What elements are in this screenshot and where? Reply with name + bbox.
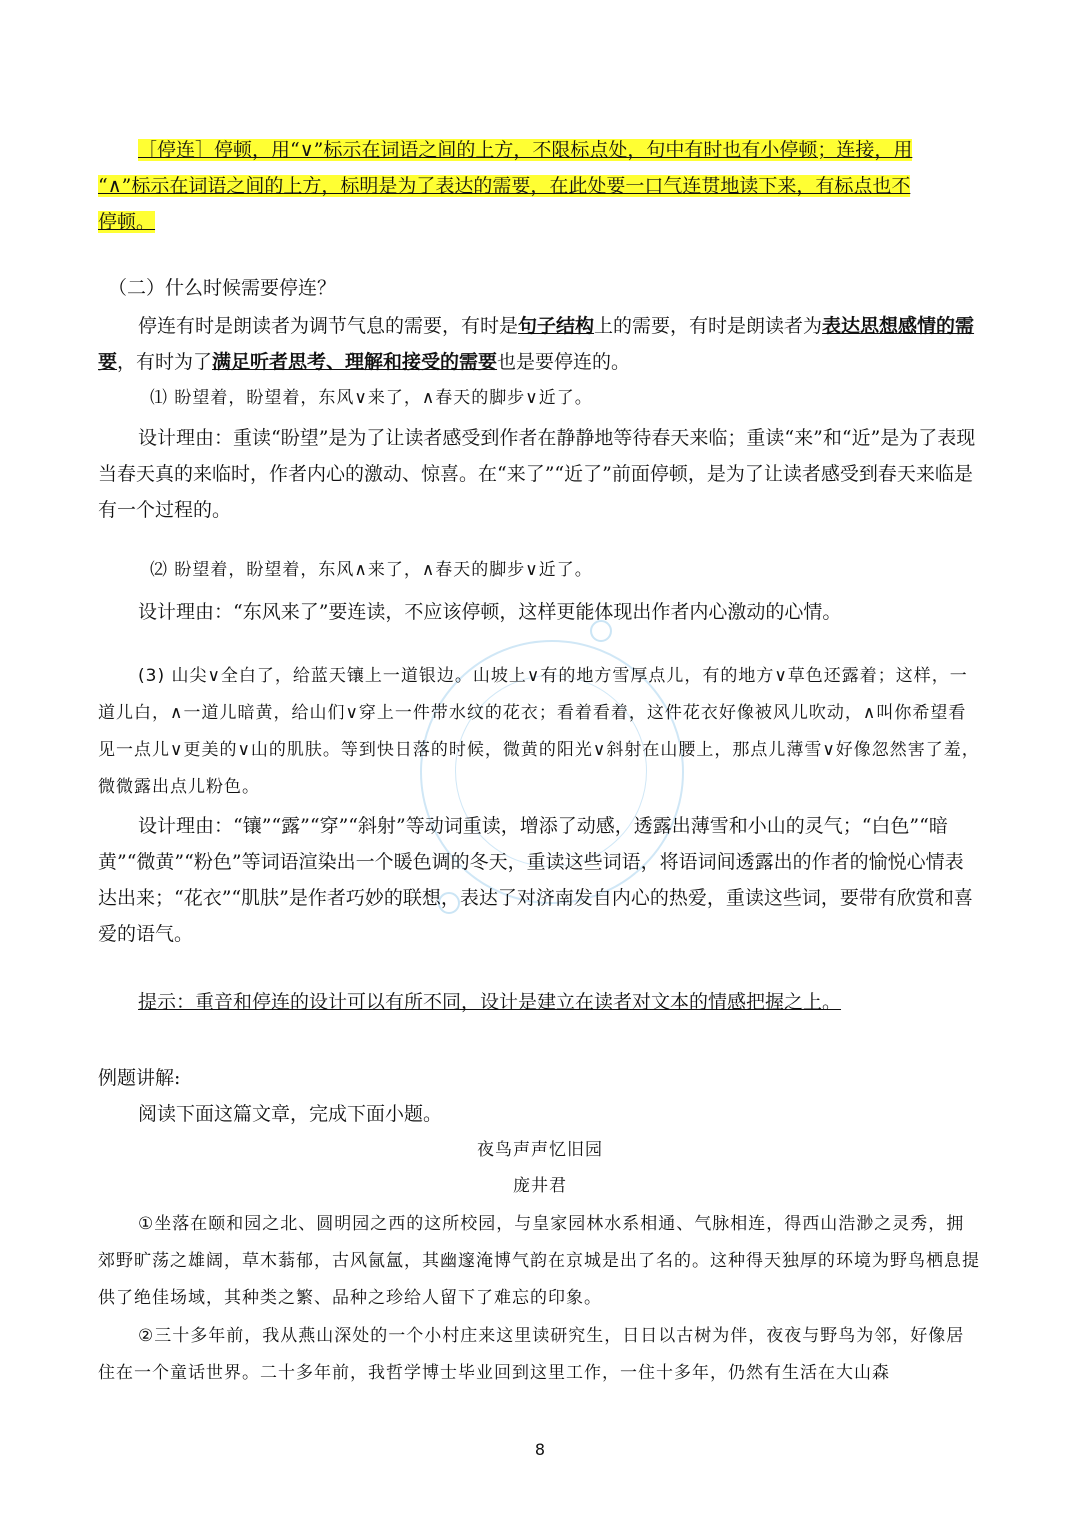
intro-paragraph xyxy=(98,308,982,380)
example-3-reason: 设计理由：“镶”“露”“穿”“斜射”等动词重读，增添了动感，透露出薄雪和小山的灵气；“白色”“暗黄”“微黄”“粉色”等词语渲染出一个暖色调的冬天，重读这些词语，将语词间透露出的作者的愉悦心情表达出来；“花衣”“肌肤”是作者巧妙的联想，表达了对济南发自内心的热爱，重读这些词，要带有欣赏和喜爱的语气。 xyxy=(98,815,973,945)
article-title: 夜鸟声声忆旧园 xyxy=(477,1140,603,1160)
page-number: 8 xyxy=(534,1440,546,1459)
intro-bold-3: 满足听者思考、理解和接受的需要 xyxy=(212,351,498,373)
reading-instruction: 阅读下面这篇文章，完成下面小题。 xyxy=(138,1103,443,1125)
example-label: 例题讲解: xyxy=(98,1067,181,1089)
tip-line xyxy=(138,984,978,1020)
example-2-reason: 设计理由：“东风来了”要连读，不应该停顿，这样更能体现出作者内心激动的心情。 xyxy=(138,601,842,623)
article-paragraph-1: ①坐落在颐和园之北、圆明园之西的这所校园，与皇家园林水系相通、气脉相连，得西山浩渺之灵秀，拥郊野旷荡之雄阔，草木蓊郁，古风氤氲，其幽邃淹博气韵在京城是出了名的。这种得天独厚的环境为野鸟栖息提供了绝佳场域，其种类之繁、品种之珍给人留下了难忘的印象。 xyxy=(98,1214,980,1308)
intro-text-1: 停连有时是朗读者为调节气息的需要，有时是 xyxy=(138,315,519,337)
tip-text: 提示：重音和停连的设计可以有所不同，设计是建立在读者对文本的情感把握之上。 xyxy=(138,991,842,1013)
article-paragraph-2: ②三十多年前，我从燕山深处的一个小村庄来这里读研究生，日日以古树为伴，夜夜与野鸟为邻，好像居住在一个童话世界。二十多年前，我哲学博士毕业回到这里工作，一住十多年，仍然有生活在大山森 xyxy=(98,1326,965,1383)
intro-text-3: ，有时为了 xyxy=(117,351,213,373)
intro-bold-2: 表达思想感情的需要 xyxy=(98,315,975,373)
intro-text-2: 上的需要，有时是朗读者为 xyxy=(594,315,823,337)
example-1-reason: 设计理由：重读“盼望”是为了让读者感受到作者在静静地等待春天来临；重读“来”和“近”是为了表现当春天真的来临时，作者内心的激动、惊喜。在“来了”“近了”前面停顿，是为了让读者感受到春天来临是有一个过程的。 xyxy=(98,427,976,521)
example-1-sentence: ⑴ 盼望着，盼望着，东风∨来了，∧春天的脚步∨近了。 xyxy=(150,388,593,408)
example-3-passage: (3) 山尖∨全白了，给蓝天镶上一道银边。山坡上∨有的地方雪厚点儿，有的地方∨草色还露着；这样，一道儿白，∧一道儿暗黄，给山们∨穿上一件带水纹的花衣；看着看着，这件花衣好像被风儿吹动，∧叫你希望看见一点儿∨更美的∨山的肌肤。等到快日落的时候，微黄的阳光∨斜射在山腰上，那点儿薄雪∨好像忽然害了羞，微微露出点儿粉色。 xyxy=(98,666,980,797)
definition-line-2: “∧”标示在词语之间的上方，标明是为了表达的需要，在此处要一口气连贯地读下来，有标点也不 xyxy=(98,175,911,197)
definition-box xyxy=(98,132,982,240)
intro-bold-1: 句子结构 xyxy=(518,315,595,337)
definition-line-1: ［停连］停顿，用“∨”标示在词语之间的上方，不限标点处，句中有时也有小停顿；连接，用 xyxy=(138,139,913,161)
definition-line-3: 停顿。 xyxy=(98,211,156,233)
example-2-sentence: ⑵ 盼望着，盼望着，东风∧来了，∧春天的脚步∨近了。 xyxy=(150,560,593,580)
article-author: 庞井君 xyxy=(513,1176,567,1196)
section-title: （二）什么时候需要停连？ xyxy=(108,277,337,299)
intro-text-4: 也是要停连的。 xyxy=(497,351,631,373)
